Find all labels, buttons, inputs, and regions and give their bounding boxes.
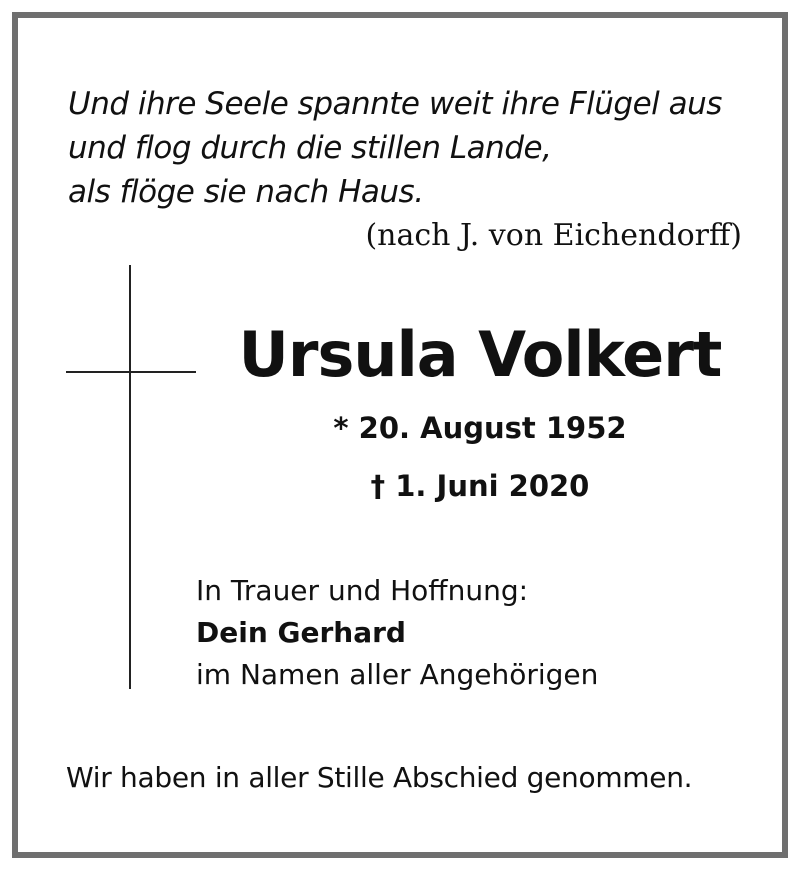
cross-icon-vertical — [129, 265, 131, 689]
obituary-frame — [12, 12, 788, 858]
mourners-block — [196, 570, 598, 696]
poem-line: als flöge sie nach Haus. — [68, 174, 424, 210]
cross-icon-horizontal — [66, 371, 196, 373]
death-date: † 1. Juni 2020 — [370, 469, 590, 503]
poem-line: und flog durch die stillen Lande, — [68, 130, 552, 166]
poem — [68, 82, 722, 214]
mourner-name: Dein Gerhard — [196, 616, 406, 649]
closing-statement: Wir haben in aller Stille Abschied genommen. — [66, 761, 693, 794]
mourners-intro: In Trauer und Hoffnung: — [196, 574, 529, 607]
deceased-name: Ursula Volkert — [238, 318, 722, 391]
poem-line: Und ihre Seele spannte weit ihre Flügel aus — [68, 86, 722, 122]
poem-attribution: (nach J. von Eichendorff) — [365, 218, 742, 253]
birth-date: * 20. August 1952 — [333, 411, 627, 445]
mourners-family: im Namen aller Angehörigen — [196, 658, 599, 691]
